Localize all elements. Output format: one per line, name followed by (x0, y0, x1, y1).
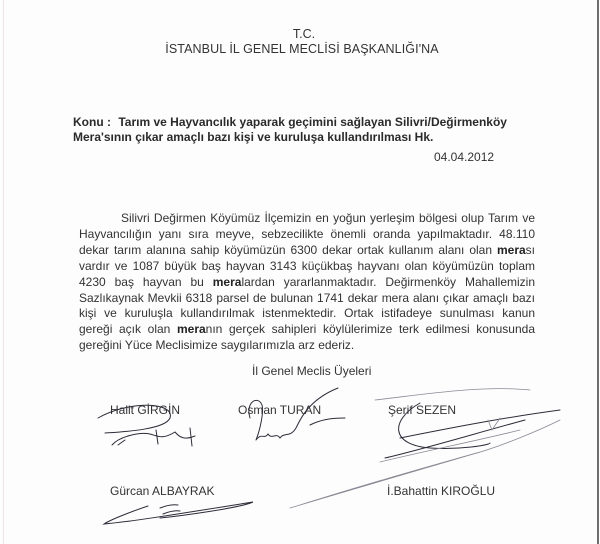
letter-body (79, 211, 535, 354)
signatory-name: İ.Bahattin KIROĞLU (387, 484, 496, 498)
signatories-title: İl Genel Meclis Üyeleri (252, 364, 372, 378)
body-part-3: lardan yararlanmaktadır. Değirmenköy Mahallemizin Sazlıkaynak Mevkii 6318 parsel de bulunan 1741 dekar mera alanı çıkar amaçlı bazı kişi ve kuruluşla kullandırılmak istenmektedir. Ortak istifadeye sunulması kanun gereği açık olan (79, 274, 535, 337)
signature-albayrak (104, 502, 253, 524)
scan-edge-left (3, 0, 4, 544)
body-part-2: sı vardır ve 1087 büyük baş hayvan 3143 küçükbaş hayvanı olan köyümüzün toplam 4230 baş hayvan bu (79, 242, 535, 289)
body-part-4: nın gerçek sahipleri köylülerimize terk edilmesi konusunda gereğini Yüce Meclisimize saygılarımızla arz ederiz. (79, 322, 535, 353)
signatory-name: Halit GİRGİN (110, 403, 181, 417)
signatory-name: Şerif SEZEN (388, 403, 457, 417)
body-bold-mera-1: mera (496, 242, 526, 257)
header-tc: T.C. (292, 27, 316, 41)
letter-date: 04.04.2012 (434, 150, 495, 164)
header-addressee: İSTANBUL İL GENEL MECLİSİ BAŞKANLIĞI'NA (165, 42, 439, 56)
body-part-1: Silivri Değirmen Köyümüz İlçemizin en yoğun yerleşim bölgesi olup Tarım ve Hayvancılığın yanı sıra meyve, sebzecilikte önemli oranda yapılmaktadır. 48.110 dekar tarım alanına sahip köyümüzün 6300 dekar ortak kullanım alanı olan (79, 211, 535, 257)
subject-text: Tarım ve Hayvancılık yaparak geçimini sağlayan Silivri/Değirmenköy Mera'sının çıkar amaçlı bazı kişi ve kuruluşa kullandırılması Hk. (73, 115, 507, 144)
body-bold-mera-3: mera (176, 322, 206, 337)
subject-line (73, 115, 543, 145)
signatory-name: Gürcan ALBAYRAK (110, 484, 215, 498)
scan-edge-right (597, 0, 599, 544)
body-bold-mera-2: mera (212, 274, 242, 289)
signature-sezen-stroke (375, 389, 530, 462)
subject-label: Konu : (73, 115, 111, 129)
signatory-name: Osman TURAN (238, 403, 322, 417)
